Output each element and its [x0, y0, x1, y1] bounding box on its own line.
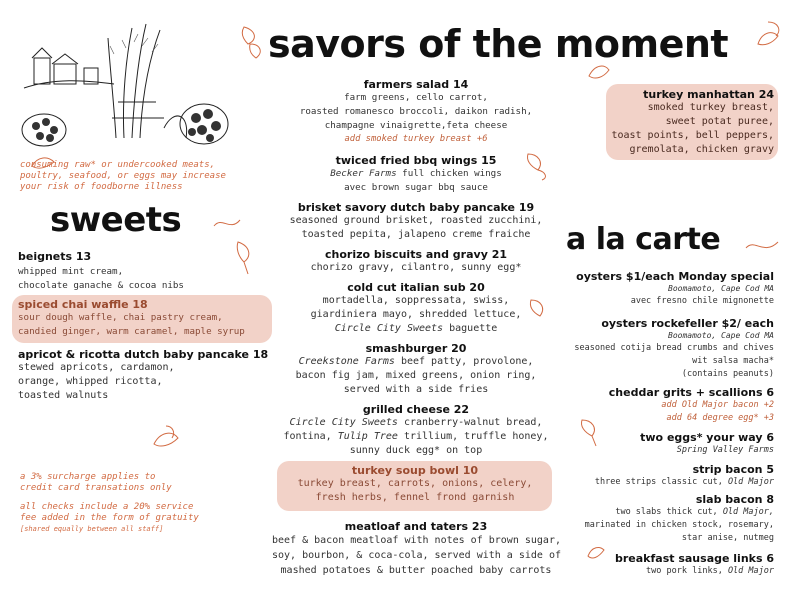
dish-desc: sour dough waffle, chai pastry cream,: [18, 312, 223, 323]
note-line: a 3% surcharge applies to: [20, 472, 156, 482]
dish-desc: fresh herbs, fennel frond garnish: [315, 492, 515, 503]
dish-name: oysters $1/each Monday special: [576, 270, 774, 283]
dish-desc: avec fresno chile mignonette: [630, 296, 774, 306]
menu-item-oysters-rockefeller: [556, 317, 774, 381]
dish-desc: smoked turkey breast,: [647, 102, 774, 113]
dish-desc: cranberry-walnut bread,: [403, 417, 543, 428]
dish-name: smashburger 20: [365, 342, 467, 355]
farm-name: Old Major,: [722, 507, 774, 517]
dish-desc: beef & bacon meatloaf with notes of brown sugar,: [272, 535, 561, 546]
warning-line: consuming raw* or undercooked meats,: [20, 160, 216, 170]
dish-desc: fontina,: [283, 431, 332, 442]
dish-desc: soy, bourbon, & coca-cola, served with a side of: [272, 550, 561, 561]
bakery-name: Circle City Sweets: [289, 417, 398, 428]
dish-name: brisket savory dutch baby pancake 19: [297, 201, 535, 214]
dish-desc: sunny duck egg* on top: [349, 445, 483, 456]
dish-addon: add Old Major bacon +2: [661, 400, 774, 410]
farm-name: Tulip Tree: [337, 431, 398, 442]
flourish-icon: [744, 234, 780, 258]
farm-name: Old Major: [727, 477, 774, 487]
bakery-name: Circle City Sweets: [334, 323, 444, 334]
farm-name: Boomamoto, Cape Cod MA: [668, 284, 774, 293]
dish-name: cold cut italian sub 20: [347, 281, 485, 294]
flourish-icon: [212, 214, 242, 234]
menu-item-cheddar-grits: [556, 386, 774, 425]
dish-desc: bacon fig jam, mixed greens, onion ring,: [295, 370, 537, 381]
farm-name: Spring Valley Farms: [676, 445, 774, 455]
dish-desc: served with a side fries: [343, 384, 489, 395]
dish-desc: avec brown sugar bbq sauce: [344, 182, 488, 193]
menu-item-two-eggs: [556, 431, 774, 457]
dish-addon: add smoked turkey breast +6: [344, 134, 488, 144]
raw-food-warning: [20, 160, 226, 193]
menu-item-spiced-chai-waffle: [18, 298, 245, 339]
dish-desc: toasted walnuts: [18, 390, 109, 401]
service-fee-note: [20, 502, 199, 534]
dish-desc: chocolate ganache & cocoa nibs: [18, 280, 184, 291]
dish-desc: champagne vinaigrette,feta cheese: [324, 120, 508, 131]
menu-item-chorizo-biscuits: [278, 248, 554, 275]
dish-name: grilled cheese 22: [362, 403, 470, 416]
dish-desc: three strips classic cut,: [594, 477, 723, 487]
dish-desc: beef patty, provolone,: [400, 356, 534, 367]
dish-desc: chorizo gravy, cilantro, sunny egg*: [310, 262, 522, 273]
dish-desc: orange, whipped ricotta,: [18, 376, 163, 387]
dish-desc: whipped mint cream,: [18, 266, 124, 277]
dish-desc: trillium, truffle honey,: [403, 431, 549, 442]
leaf-icon: [150, 420, 184, 456]
dish-desc: wit salsa macha*: [692, 356, 774, 366]
farm-harvest-illustration: [14, 18, 236, 156]
sweets-heading: sweets: [50, 200, 182, 240]
dish-desc: stewed apricots, cardamon,: [18, 362, 175, 373]
dish-name: farmers salad 14: [363, 78, 469, 91]
dish-desc: farm greens, cello carrot,: [344, 92, 488, 103]
dish-desc: turkey breast, carrots, onions, celery,: [297, 478, 533, 489]
menu-item-beignets: [18, 250, 184, 293]
note-line: all checks include a 20% service: [20, 502, 194, 512]
dish-desc: mashed potatoes & butter poached baby carrots: [280, 565, 552, 576]
dish-name: cheddar grits + scallions 6: [608, 386, 774, 399]
note-line: fee added in the form of gratuity: [20, 513, 199, 523]
dish-desc: candied ginger, warm caramel, maple syrup: [18, 326, 245, 337]
warning-line: your risk of foodborne illness: [20, 182, 183, 192]
dish-desc: mortadella, soppressata, swiss,: [322, 295, 510, 306]
dish-name: breakfast sausage links 6: [615, 552, 774, 565]
dish-name: strip bacon 5: [692, 463, 774, 476]
menu-item-meatloaf: [272, 520, 560, 578]
menu-item-strip-bacon: [556, 463, 774, 489]
menu-item-turkey-manhattan: [606, 88, 774, 157]
dish-desc: full chicken wings: [402, 168, 502, 179]
menu-item-brisket-pancake: [278, 201, 554, 242]
page-title: savors of the moment: [268, 22, 729, 66]
dish-name: two eggs* your way 6: [640, 431, 774, 444]
dish-desc: star anise, nutmeg: [681, 533, 774, 543]
menu-item-bbq-wings: [278, 154, 554, 195]
leaf-icon: [752, 14, 786, 58]
menu-item-italian-sub: [278, 281, 554, 336]
dish-name: twiced fried bbq wings 15: [335, 154, 497, 167]
dish-desc: seasoned ground brisket, roasted zucchini,: [289, 215, 543, 226]
menu-item-turkey-soup: [278, 464, 552, 505]
dish-name: chorizo biscuits and gravy 21: [325, 248, 507, 261]
dish-desc: gremolata, chicken gravy: [629, 144, 774, 155]
menu-item-grilled-cheese: [278, 403, 554, 458]
surcharge-note: [20, 472, 172, 494]
dish-desc: sweet potat puree,: [665, 116, 774, 127]
leaf-icon: [236, 22, 266, 62]
warning-line: poultry, seafood, or eggs may increase: [20, 171, 226, 181]
dish-name: beignets 13: [18, 250, 92, 263]
dish-desc: marinated in chicken stock, rosemary,: [584, 520, 774, 530]
farm-name: Creekstone Farms: [298, 356, 395, 367]
note-line: [shared equally between all staff]: [20, 525, 164, 533]
dish-name: spiced chai waffle 18: [18, 298, 148, 311]
dish-name: turkey manhattan 24: [643, 88, 774, 101]
dish-desc: roasted romanesco broccoli, daikon radish,: [299, 106, 533, 117]
dish-desc: (contains peanuts): [681, 369, 774, 379]
dish-desc: two pork links,: [646, 566, 723, 576]
farm-name: Boomamoto, Cape Cod MA: [668, 331, 774, 340]
dish-addon: add 64 degree egg* +3: [666, 413, 774, 423]
dish-desc: seasoned cotija bread crumbs and chives: [574, 343, 774, 353]
dish-desc: toasted pepita, jalapeno creme fraiche: [301, 229, 531, 240]
menu-item-apricot-pancake: [18, 348, 268, 403]
dish-desc: toast points, bell peppers,: [611, 130, 774, 141]
dish-name: slab bacon 8: [695, 493, 774, 506]
menu-item-farmers-salad: [278, 78, 554, 146]
note-line: credit card transations only: [20, 483, 172, 493]
menu-item-sausage-links: [556, 552, 774, 578]
dish-name: oysters rockefeller $2/ each: [601, 317, 774, 330]
dish-name: turkey soup bowl 10: [351, 464, 479, 477]
dish-desc: two slabs thick cut,: [615, 507, 718, 517]
menu-item-slab-bacon: [556, 493, 774, 545]
farm-name: Becker Farms: [330, 168, 397, 179]
alacarte-heading: a la carte: [566, 222, 721, 257]
dish-desc: baguette: [449, 323, 498, 334]
dish-name: apricot & ricotta dutch baby pancake 18: [18, 348, 269, 361]
farm-name: Old Major: [727, 566, 774, 576]
menu-item-smashburger: [278, 342, 554, 397]
dish-desc: giardiniera mayo, shredded lettuce,: [310, 309, 522, 320]
menu-item-oysters: [556, 270, 774, 307]
dish-name: meatloaf and taters 23: [344, 520, 488, 533]
leaf-icon: [232, 236, 258, 276]
